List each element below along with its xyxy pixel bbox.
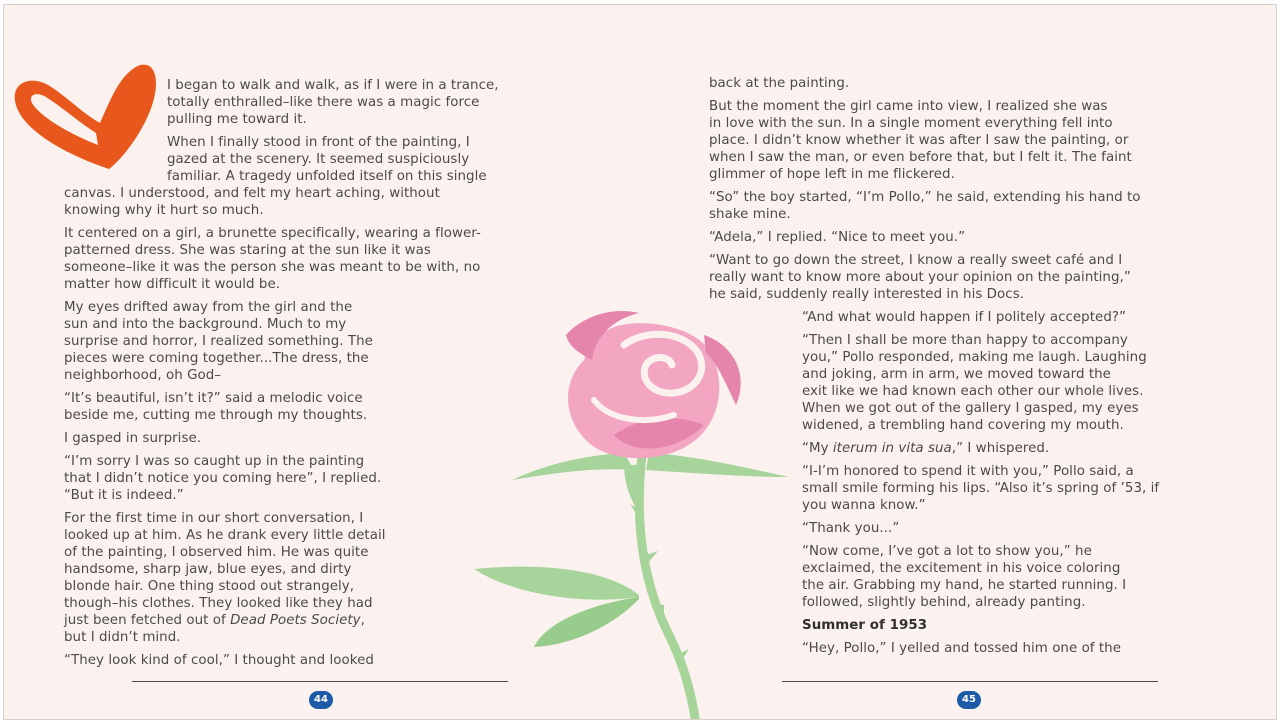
text-line: totally enthralled–like there was a magic force [167,95,480,110]
text-line: the air. Grabbing my hand, he started running. I [802,578,1127,593]
text-line: familiar. A tragedy unfolded itself on this single [167,169,487,184]
text-line: patterned dress. She was staring at the sun like it was [64,243,431,258]
section-heading [709,617,1229,634]
text-line: though–his clothes. They looked like they had [64,596,373,611]
paragraph [64,652,484,669]
text-line: pieces were coming together...The dress, the [64,351,369,366]
text-line: looked up at him. As he drank every little detail [64,528,386,543]
text-line: “So” the boy started, “I’m Pollo,” he said, extending his hand to [709,190,1141,205]
paragraph [64,134,487,219]
text-line: For the first time in our short conversation, I [64,511,364,526]
paragraph [709,75,1229,92]
text-line [64,612,484,629]
paragraph [709,229,1229,246]
text-line: “I-I’m honored to spend it with you,” Pollo said, a [802,464,1134,479]
text-line: in love with the sun. In a single moment everything fell into [709,116,1113,131]
text-line: handsome, sharp jaw, blue eyes, and dirty [64,562,352,577]
text-line: “But it is indeed.” [64,488,184,503]
text-line: when I saw the man, or even before that, but I felt it. The faint [709,150,1132,165]
paragraph [64,453,484,504]
text-line [709,440,1229,457]
text-line: “Thank you...” [802,521,900,536]
text-line: widened, a trembling hand covering my mouth. [802,418,1124,433]
paragraph [64,299,484,384]
text-line: “Want to go down the street, I know a really sweet café and I [709,253,1123,268]
text-line: I gasped in surprise. [64,431,202,446]
paragraph [64,390,484,424]
paragraph [709,189,1229,223]
text-line: really want to know more about your opinion on the painting,” [709,270,1131,285]
text-line: My eyes drifted away from the girl and the [64,300,353,315]
text-line: and joking, arm in arm, we moved toward the [802,367,1111,382]
text-line: surprise and horror, I realized something. The [64,334,373,349]
paragraph [709,332,1229,434]
paragraph [64,430,484,447]
text-line: knowing why it hurt so much. [64,203,264,218]
left-footer-rule [132,681,508,682]
book-title: Dead Poets Society [230,613,361,628]
text-line: blonde hair. One thing stood out strangely, [64,579,355,594]
text-line: he said, suddenly really interested in his Docs. [709,287,1025,302]
paragraph [709,252,1229,303]
text-line: exclaimed, the excitement in his voice coloring [802,561,1121,576]
text-line: “They look kind of cool,” I thought and looked [64,653,374,668]
left-page-number: 44 [309,691,333,709]
text-line: “Adela,” I replied. “Nice to meet you.” [709,230,966,245]
text-line: Summer of 1953 [802,618,928,633]
right-page-number: 45 [957,691,981,709]
text-line: place. I didn’t know whether it was after I saw the painting, or [709,133,1129,148]
paragraph [709,463,1229,514]
text-line: When I finally stood in front of the painting, I [167,135,470,150]
paragraph [709,520,1229,537]
text-line: you,” Pollo responded, making me laugh. Laughing [802,350,1147,365]
paragraph [64,225,484,293]
text-line: canvas. I understood, and felt my heart aching, without [64,186,440,201]
text-segment: , [360,613,365,628]
paragraph [64,77,499,128]
paragraph [709,440,1229,457]
left-page-column [64,77,499,675]
text-line: shake mine. [709,207,791,222]
text-line: “And what would happen if I politely accepted?” [802,310,1127,325]
text-line: you wanna know.” [802,498,926,513]
text-line: But the moment the girl came into view, I realized she was [709,99,1108,114]
text-line: “Now come, I’ve got a lot to show you,” he [802,544,1092,559]
text-line: back at the painting. [709,76,850,91]
paragraph [64,510,484,646]
text-line: of the painting, I observed him. He was quite [64,545,369,560]
text-line: glimmer of hope left in me flickered. [709,167,955,182]
book-spread [3,4,1277,720]
text-line: pulling me toward it. [167,112,307,127]
text-line: “I’m sorry I was so caught up in the painting [64,454,365,469]
text-segment: “My [802,441,833,456]
text-line: small smile forming his lips. “Also it’s spring of ’53, if [802,481,1160,496]
paragraph [709,543,1229,611]
paragraph [709,309,1229,326]
text-line: but I didn’t mind. [64,630,181,645]
text-line: followed, slightly behind, already panting. [802,595,1086,610]
right-footer-rule [782,681,1158,682]
text-line: that I didn’t notice you coming here”, I replied. [64,471,382,486]
right-page-column [709,75,1229,663]
text-line: “It’s beautiful, isn’t it?” said a melodic voice [64,391,363,406]
latin-phrase: iterum in vita sua [832,441,952,456]
text-line: “Hey, Pollo,” I yelled and tossed him one of the [802,641,1122,656]
text-line: matter how difficult it would be. [64,277,281,292]
text-segment: just been fetched out of [64,613,231,628]
text-segment: ,” I whispered. [951,441,1050,456]
text-line: exit like we had known each other our whole lives. [802,384,1144,399]
text-line: neighborhood, oh God– [64,368,222,383]
text-line: beside me, cutting me through my thoughts. [64,408,368,423]
text-line: I began to walk and walk, as if I were in a trance, [167,78,499,93]
text-line: “Then I shall be more than happy to accompany [802,333,1128,348]
text-line: It centered on a girl, a brunette specifically, wearing a flower- [64,226,481,241]
text-line: When we got out of the gallery I gasped, my eyes [802,401,1139,416]
paragraph [709,98,1229,183]
text-line: someone–like it was the person she was meant to be with, no [64,260,481,275]
text-line: gazed at the scenery. It seemed suspiciously [167,152,470,167]
paragraph [709,640,1229,657]
text-line: sun and into the background. Much to my [64,317,347,332]
